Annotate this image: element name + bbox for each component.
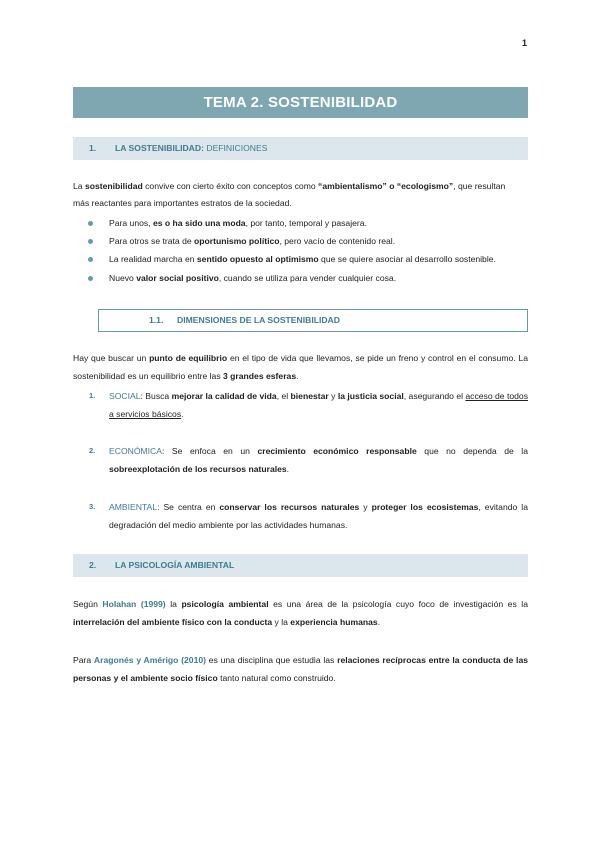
dimension-economica: ECONÓMICA: Se enfoca en un crecimiento económico responsable que no dependa de la sobreexplotación de los recursos naturales. [109, 446, 529, 474]
bullet-icon [88, 257, 93, 262]
section-title: LA PSICOLOGÍA AMBIENTAL [115, 560, 235, 570]
dimension-social: SOCIAL: Busca mejorar la calidad de vida, el bienestar y la justicia social, asegurando el acceso de todos a servicios básicos. [109, 391, 528, 419]
subsection-title: DIMENSIONES DE LA SOSTENIBILIDAD [177, 315, 340, 325]
subsection-number: 1.1. [149, 315, 164, 325]
intro-line-1: La sostenibilidad convive con cierto éxito con conceptos como “ambientalismo” o “ecologismo”, que resultan [73, 181, 506, 191]
bullet-icon [88, 221, 93, 226]
section-number: 1. [89, 143, 97, 153]
section-title: LA SOSTENIBILIDAD: DEFINICIONES [115, 143, 268, 153]
section-heading-1 [73, 137, 528, 160]
bullet-icon [88, 239, 93, 244]
item-number: 1. [89, 391, 96, 400]
item-number: 3. [89, 502, 96, 511]
dimensions-intro: Hay que buscar un punto de equilibrio en el tipo de vida que llevamos, se pide un freno y control en el consumo. La sostenibilidad es un equilibrio entre las 3 grandes esferas. [73, 353, 528, 381]
bullet-icon [88, 276, 93, 281]
page-number: 1 [521, 38, 527, 48]
aragones-paragraph: Para Aragonés y Amérigo (2010) es una disciplina que estudia las relaciones recíprocas entre la conducta de las personas y el ambiente socio físico tanto natural como construido. [73, 655, 528, 683]
item-number: 2. [89, 446, 96, 455]
intro-line-2: más reactantes para importantes estratos de la sociedad. [73, 198, 292, 208]
dimension-ambiental: AMBIENTAL: Se centra en conservar los recursos naturales y proteger los ecosistemas, evitando la degradación del medio ambiente por las actividades humanas. [109, 502, 528, 530]
subsection-heading [98, 309, 528, 332]
page-title: TEMA 2. SOSTENIBILIDAD [73, 87, 528, 118]
section-heading-2 [73, 554, 528, 577]
holahan-paragraph: Según Holahan (1999) la psicología ambiental es una área de la psicología cuyo foco de investigación es la interrelación del ambiente físico con la conducta y la experiencia humanas. [73, 599, 528, 627]
section-number: 2. [89, 560, 97, 570]
